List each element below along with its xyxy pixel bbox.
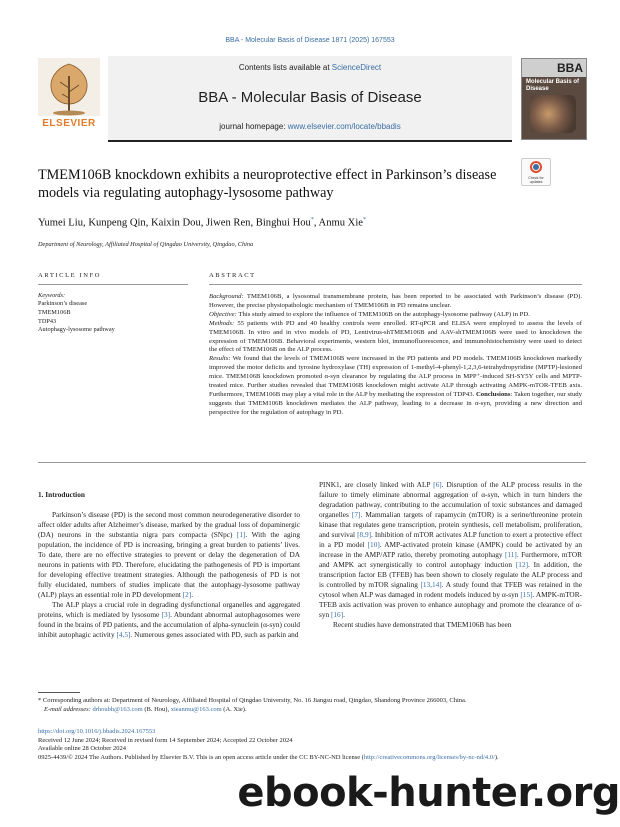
sciencedirect-link[interactable]: ScienceDirect <box>331 63 382 72</box>
citation-link[interactable]: [12] <box>515 560 529 569</box>
abstract-methods: Methods: 55 patients with PD and 40 healthy controls were enrolled. RT-qPCR and ELISA were employed to assess the levels of TMEM106B. In vitro and in vivo models of PD, Lentivirus-shTMEM106B and AAV-shTMEM106B were used to knockdown the expression of TMEM106B. Behavioral experiments, western blot, immunofluorescence, and immunohistochemistry were used to detect the effect of TMEM106B on the ALP process. <box>209 319 582 354</box>
journal-homepage-line <box>108 122 512 131</box>
paragraph: Recent studies have demonstrated that TMEM106B has been <box>333 620 512 629</box>
journal-citation-line[interactable]: BBA - Molecular Basis of Disease 1871 (2025) 167553 <box>225 37 395 44</box>
article-title: TMEM106B knockdown exhibits a neuroprotective effect in Parkinson’s disease models via regulating autophagy-lysosome pathway <box>38 167 497 201</box>
citation-link[interactable]: [3] <box>161 610 171 619</box>
abstract-label: Conclusions <box>475 390 511 398</box>
journal-title: BBA - Molecular Basis of Disease <box>198 89 422 106</box>
check-for-updates-badge[interactable] <box>521 158 551 186</box>
contents-prefix: Contents lists available at <box>238 63 332 72</box>
license-link[interactable]: http://creativecommons.org/licenses/by-nc-nd/4.0/ <box>363 753 495 761</box>
license-line: 0925-4439/© 2024 The Authors. Published by Elsevier B.V. This is an open access article under the CC BY-NC-ND license (http://creativecommons.org/licenses/by-nc-nd/4.0/). <box>38 753 499 761</box>
abstract-label: Objective: <box>209 310 237 318</box>
email-link[interactable]: drhoubh@163.com <box>92 705 143 713</box>
abstract-background: Background: TMEM106B, a lysosomal transmembrane protein, has been reported to be associated with Parkinson’s disease (PD). However, the precise physiopathologic mechanism of TMEM106B in PD remains unclear. <box>209 293 582 309</box>
footnote-rule <box>38 692 80 693</box>
intro-column-right <box>319 480 582 630</box>
email-link[interactable]: xieanmu@163.com <box>170 705 222 713</box>
watermark: ebook-hunter.org <box>237 770 620 816</box>
check-for-updates-label: Check for updates <box>528 176 544 184</box>
citation-link[interactable]: [2] <box>182 590 192 599</box>
contents-line <box>108 63 512 72</box>
abstract-body <box>209 293 582 418</box>
email-line: E-mail addresses: drhoubh@163.com (B. Hou), xieanmu@163.com (A. Xie). <box>44 705 247 713</box>
citation-link[interactable]: [16] <box>330 610 344 619</box>
abstract-results: Results: We found that the levels of TMEM106B were increased in the PD patients and PD models. TMEM106B knockdown markedly improved the motor deficits and tyrosine hydroxylase (TH) expression of 1-methyl-4-phenyl-1,2,3,6-tetrahydropyridine (MPTP)-lesioned mice. TMEM106B knockdown promoted α-syn clearance by regulating the ALP process in MPP⁺-induced SH-SY5Y cells and MPTP-treated mice. Further studies revealed that TMEM106B knockdown might activate ALP through activating AMPK-mTOR-TFEB axis. Furthermore, TMEM106B may play a vital role in the ALP by mediating the expression of TDP43. Conclusions: Taken together, our study suggests that TMEM106B knockdown mediates the ALP pathway, leading to a decrease in α-syn, providing a new direction and perspective for the regulation of autophagy in PD. <box>209 355 582 416</box>
journal-header <box>108 56 512 142</box>
keyword: TDP43 <box>38 317 57 325</box>
author-name[interactable]: Binghui Hou <box>255 217 311 229</box>
abstract-label: Background: <box>209 293 244 300</box>
citation-link[interactable]: [13,14] <box>420 580 442 589</box>
citation-link[interactable]: [1] <box>236 530 246 539</box>
article-metadata <box>38 728 586 762</box>
cover-artwork <box>530 95 576 133</box>
citation-link[interactable]: [11] <box>504 550 517 559</box>
corresponding-mark[interactable]: * <box>310 217 314 223</box>
article-info-heading: ARTICLE INFO <box>38 272 102 279</box>
corresponding-address: * Corresponding authors at: Department of Neurology, Affiliated Hospital of Qingdao University, No. 16 Jiangsu road, Qingdao, Shandong Province 266003, China. <box>38 697 467 704</box>
corresponding-author-footnote <box>38 697 586 714</box>
intro-column-left <box>38 490 300 640</box>
email-label: E-mail addresses: <box>44 705 93 713</box>
received-dates: Received 12 June 2024; Received in revised form 14 September 2024; Accepted 22 October 2024 <box>38 736 293 744</box>
citation-link[interactable]: [15] <box>520 590 533 599</box>
author-name[interactable]: Kaixin Dou <box>151 217 201 229</box>
author-name[interactable]: Anmu Xie <box>318 217 363 229</box>
divider <box>38 284 188 285</box>
section-heading: 1. Introduction <box>38 490 85 499</box>
abstract-label: Results: <box>209 355 231 363</box>
citation-link[interactable]: [6] <box>433 480 442 489</box>
paragraph: PINK1, are closely linked with ALP [6]. Disruption of the ALP process results in the failure to timely eliminate abnormal aggregation of α-syn, which in turn hinders the degradation pathway, contributing to the accumulation of toxic substances and damaged organelles [7]. Mammalian targets of rapamycin (mTOR) is a serine/threonine protein kinase that regulates gene transcription, protein synthesis, cell metabolism, proliferation, and survival [8,9]. Inhibition of mTOR activates ALP function to exert a protective effect in a PD model [10]. AMP-activated protein kinase (AMPK) could be activated by an increase in the AMP/ATP ratio, thereby promoting autophagy [11]. Furthermore, mTOR and AMPK act synergistically to control autophagy induction [12]. In addition, the transcription factor EB (TFEB) has been shown to closely regulate the ALP process and is controlled by mTOR signaling [13,14]. A study found that TFEB was retained in the cytosol when ALP was damaged in rodent models induced by α-syn [15]. AMPK-mTOR-TFEB axis activation was proven to enhance autophagy and promote the clearance of α-syn [16]. <box>319 480 583 619</box>
paragraph: The ALP plays a crucial role in degrading dysfunctional organelles and aggregated proteins, which is mediated by lysosome [3]. Abundant abnormal autophagosomes were found in the brains of PD patients, and the accumulation of alpha-synuclein (α-syn) could inhibit autophagic activity [4,5]. Numerous genes associated with PD, such as parkin and <box>38 600 300 639</box>
elsevier-wordmark: ELSEVIER <box>42 118 96 129</box>
updates-icon-center <box>533 164 539 170</box>
author-name[interactable]: Yumei Liu <box>38 217 84 229</box>
affiliation: Department of Neurology, Affiliated Hospital of Qingdao University, Qingdao, China <box>38 241 254 248</box>
online-date: Available online 28 October 2024 <box>38 745 126 753</box>
citation-link[interactable]: [10] <box>367 540 380 549</box>
abstract-label: Methods: <box>209 319 235 327</box>
corresponding-mark[interactable]: * <box>362 217 366 223</box>
abstract-objective: Objective: This study aimed to explore the influence of TMEM106B on the autophagy-lysosome pathway (ALP) in PD. <box>209 310 530 318</box>
keywords-label: Keywords: <box>38 292 66 299</box>
citation-link[interactable]: [4,5] <box>116 630 131 639</box>
author-list: Yumei Liu, Kunpeng Qin, Kaixin Dou, Jiwen Ren, Binghui Hou*, Anmu Xie* <box>38 217 366 229</box>
author-name[interactable]: Kunpeng Qin <box>88 217 146 229</box>
keyword: Autophagy-lysosome pathway <box>38 326 115 334</box>
keyword: Parkinson’s disease <box>38 300 88 307</box>
author-name[interactable]: Jiwen Ren <box>206 217 251 229</box>
abstract-heading: ABSTRACT <box>209 272 256 279</box>
keywords-list <box>38 300 115 335</box>
divider <box>38 462 586 463</box>
citation-link[interactable]: [7] <box>351 510 361 519</box>
divider <box>209 284 582 285</box>
cover-subtitle: Molecular Basis of Disease <box>526 79 580 92</box>
paragraph: Parkinson’s disease (PD) is the second most common neurodegenerative disorder to affect older adults after Alzheimer’s disease, marked by the gradual loss of dopaminergic (DA) neurons in the substantia nigra pars compacta (SNpc) [1]. With the aging population, the incidence of PD is increasing, bringing a great burden to patients’ lives. To date, there are no effective strategies to prevent or delay the degeneration of DA neurons in patients with PD. Therefore, elucidating the pathogenesis of PD is important for developing effective treatment strategies. Although the pathogenesis of PD is not fully elucidated, numbers of studies implicate that the autophagy-lysosome pathway (ALP) plays an essential role in PD development [2]. <box>38 510 300 599</box>
cover-title: BBA <box>557 61 583 75</box>
elsevier-logo <box>38 58 100 130</box>
journal-cover-thumbnail[interactable] <box>521 58 587 140</box>
homepage-prefix: journal homepage: <box>219 122 288 131</box>
journal-homepage-link[interactable]: www.elsevier.com/locate/bbadis <box>287 122 401 131</box>
keyword: TMEM106B <box>38 308 71 316</box>
doi-link[interactable]: https://doi.org/10.1016/j.bbadis.2024.167553 <box>38 728 156 735</box>
citation-link[interactable]: [8,9] <box>357 530 372 539</box>
